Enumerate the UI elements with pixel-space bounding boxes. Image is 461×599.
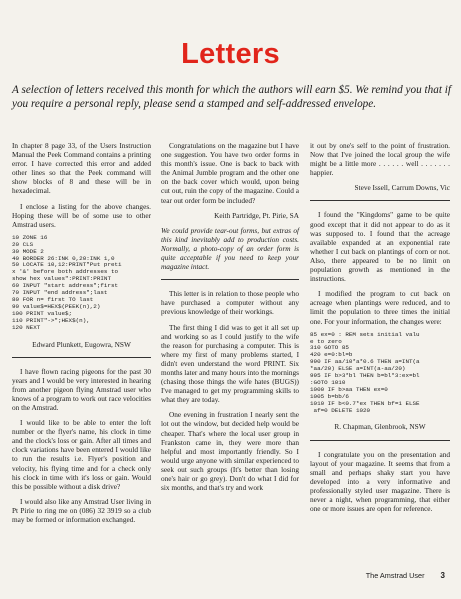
letter-paragraph: Congratulations on the magazine but I have one suggestion. You have two order forms in this month's issue. One is back to back with the Animal Jumble program and the other one on the back cover which would, upon being cut out, ruin the copy of the magazine. Could a tear out order form be included?	[161, 141, 299, 205]
code-listing: 10 ZONE 16 20 CLS 30 MODE 2 40 BORDER 26:INK 0,20:INK 1,0 50 LOCATE 10,12:PRINT"Put preti x '&' before both addresses to show hex values":PRINT:PRINT 60 INPUT "start address";first 70 INPUT "end address";last 80 FOR n= first TO last 90 value$=HEX$(PEEK(n),2) 100 PRINT value$; 110 PRINT"->";HEX$(n), 120 NEXT	[12, 233, 122, 331]
letter-paragraph: I enclose a listing for the above changes. Hoping these will be of some use to other Amstrad users.	[12, 201, 151, 229]
letter-paragraph: In chapter 8 page 33, of the Users Instruction Manual the Peek Command contains a printing error. I have corrected this error and added other lines so that the Peek command will show blocks of 8 and these will be in hexadecimal.	[12, 141, 151, 196]
page-number: 3	[440, 571, 445, 580]
code-listing: 85 ex=0 : REM sets initial valu e to zero 310 GOTO 85 420 e=0:bl=b 990 IF aa/10*a*0.6 THEN a=INT(a *aa/20) ELSE a=INT(a-aa/20) 995 IF b>3*bl THEN b=bl*3:ex=bl :GOTO 1010 1000 IF b>aa THEN ex=0 1005 b=bb/6 1010 IF b<0.7*ex THEN bf=1 ELSE af=0 DELETE 1020	[310, 330, 420, 414]
letter-paragraph: I found the "Kingdoms" game to be quite good except that it did not appear to do as it was supposed to. I found that the acreage available expanded at an exponential rate whether I cut back on plantings of corn or not. Also, there appeared to be no limit on population growth as mentioned in the instructions.	[310, 210, 450, 284]
page-title: Letters	[181, 38, 280, 70]
letter-divider	[310, 200, 450, 201]
letter-signature: Steve Issell, Carrum Downs, Vic	[354, 183, 450, 193]
column-2	[161, 141, 299, 498]
letter-paragraph: I modified the program to cut back on acreage when plantings were reduced, and to limit the population to three times the initial one. For your information, the changes were:	[310, 289, 450, 326]
letter-paragraph: This letter is in relation to those people who have purchased a computer without any previous knowledge of their workings.	[161, 289, 299, 317]
letter-signature: R. Chapman, Glenbrook, NSW	[334, 422, 426, 432]
letter-divider	[161, 279, 299, 280]
letter-signature: Keith Partridge, Pt. Pirie, SA	[214, 210, 299, 220]
column-1	[12, 141, 151, 530]
letter-signature: Edward Plunkett, Eugowra, NSW	[32, 339, 131, 349]
page-footer	[366, 571, 445, 580]
letter-paragraph: I congratulate you on the presentation and layout of your magazine. It seems that from a small and perhaps shaky start you have developed into a very informative and professionally styled user magazine. There is never a night, when programming, that either one or more issues are open for reference.	[310, 449, 450, 514]
column-3	[310, 141, 450, 519]
letter-paragraph: I would also like any Amstrad User living in Pt Pirie to ring me on (086) 32 3919 so a club may be formed or information exchanged.	[12, 496, 151, 525]
letter-divider	[12, 357, 151, 358]
publication-name: The Amstrad User	[365, 571, 425, 580]
letter-paragraph: I have flown racing pigeons for the past 30 years and I would be very interested in hearing from another pigeon flying Amstrad user who knows of a program to work out race velocities on the Amstrad.	[12, 366, 151, 412]
editor-reply: We could provide tear-out forms, but extras of this kind inevitably add to production costs. Normally, a photo-copy of an order form is quite acceptable if you need to keep your magazine intact.	[161, 225, 299, 272]
intro-text: A selection of letters received this month for which the authors will earn $5. We remind you that if you require a personal reply, please send a stamped and self-addressed envelope.	[12, 84, 451, 110]
letter-paragraph: One evening in frustration I nearly sent the lot out the window, but decided help would be cheaper. That's where the local user group in Frankston came in, they were more than helpful and most importantly friendly. So I would urge anyone with similar experienced to seek out such groups (It's better than losing one's hair or go grey). Don't do what I did for six months, and that's try and work	[161, 410, 299, 493]
letter-paragraph: The first thing I did was to get it all set up and working so as I could justify to the wife the reason for purchasing a computer. This is where my first of many problems started, I didn't even understand the word PRINT. Six months later and many hours into the mornings (chasing those things the wife hates (BUGS)) I've managed to get my programming skills to what they are today.	[161, 322, 300, 405]
letter-paragraph: I would like to be able to enter the loft number or the flyer's name, his clock in time and the clock's loss or gain. After all times and clock variations have been entered I would like to run the results i.e. Flyer's position and velocity, his flying time and for a check only his clock in time with it's loss or gain. Would this be possible without a disk drive?	[12, 418, 151, 491]
letter-paragraph: it out by one's self to the point of frustration. Now that I've joined the local group the wife might be a little more . . . . . . well . . . . . . . happier.	[310, 141, 450, 178]
letter-divider	[310, 440, 450, 441]
